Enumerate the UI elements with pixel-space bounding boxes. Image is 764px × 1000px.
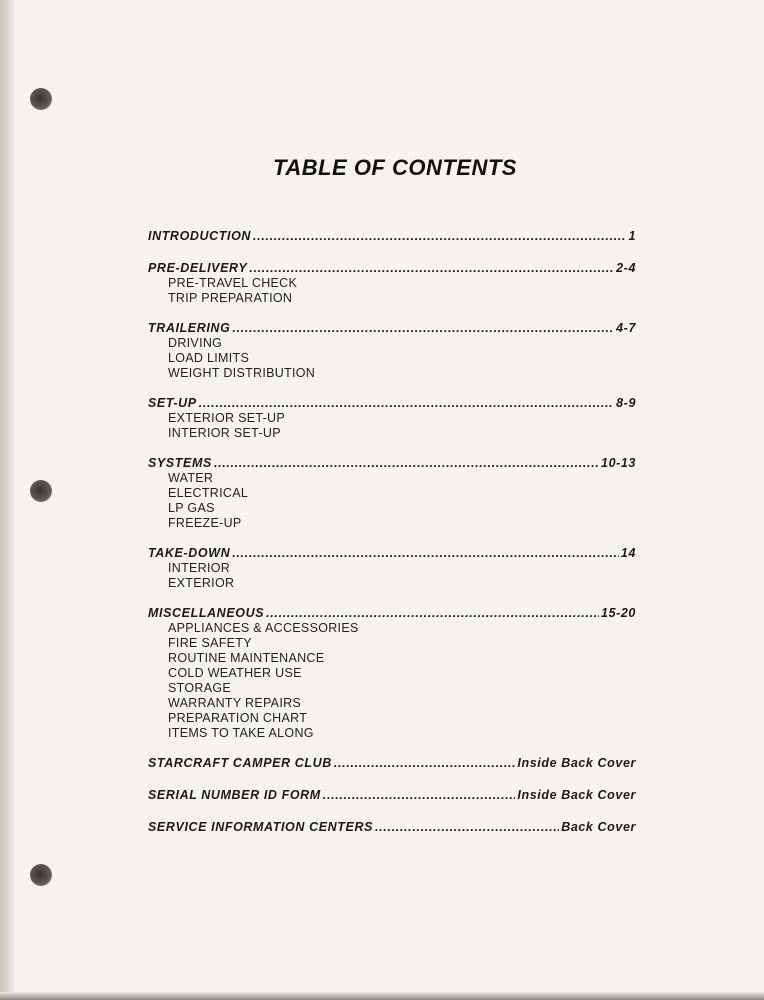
toc-sub-item: WARRANTY REPAIRS [168,696,302,710]
toc-entry [148,455,636,531]
toc-entry-line [148,260,636,276]
punch-hole [30,480,52,502]
toc-sub-item: LP GAS [168,501,215,515]
toc-entry [148,545,636,591]
dot-leader [323,787,516,803]
toc-entry-line [148,819,636,835]
toc-entry [148,228,636,244]
toc-entry [148,819,636,835]
toc-entry-label: SYSTEMS [148,456,212,470]
dot-leader [232,545,619,561]
toc-entry-label: MISCELLANEOUS [148,606,265,620]
toc-entry-line [148,320,636,336]
page-edge [0,992,764,1000]
toc-entry-line [148,545,636,561]
toc-entry-label: TRAILERING [148,321,231,335]
toc-sub-item: ITEMS TO TAKE ALONG [168,726,314,740]
toc-entry-page: Inside Back Cover [517,788,636,802]
dot-leader [214,455,599,471]
toc-sub-item: ELECTRICAL [168,486,249,500]
toc-sub-item: TRIP PREPARATION [168,291,293,305]
toc-sub-item: WATER [168,471,214,485]
toc-sub-item: EXTERIOR [168,576,235,590]
toc-entry-page: 1 [628,229,636,243]
toc-sub-list [148,411,636,441]
toc-sub-item: EXTERIOR SET-UP [168,411,286,425]
dot-leader [249,260,614,276]
dot-leader [375,819,559,835]
toc-sub-item: DRIVING [168,336,223,350]
toc-entry [148,787,636,803]
page-title: TABLE OF CONTENTS [273,155,517,180]
toc-entry-label: SERIAL NUMBER ID FORM [148,788,321,802]
toc-entry-label: SET-UP [148,396,197,410]
toc-sub-item: FREEZE-UP [168,516,242,530]
toc-sub-item: INTERIOR [168,561,231,575]
toc-entry [148,605,636,741]
toc-sub-item: WEIGHT DISTRIBUTION [168,366,316,380]
toc-entry-label: STARCRAFT CAMPER CLUB [148,756,332,770]
toc-entry-label: SERVICE INFORMATION CENTERS [148,820,374,834]
toc-sub-item: PREPARATION CHART [168,711,308,725]
toc-sub-list [148,336,636,381]
toc-sub-list [148,621,636,741]
punch-hole [30,864,52,886]
toc-sub-item: INTERIOR SET-UP [168,426,281,440]
dot-leader [199,395,614,411]
toc-entry-page: Back Cover [561,820,636,834]
toc-entry-line [148,455,636,471]
toc-entry-page: 10-13 [601,456,636,470]
toc-sub-list [148,276,636,306]
toc-entry [148,755,636,771]
toc-sub-item: FIRE SAFETY [168,636,252,650]
toc-entry [148,320,636,381]
toc-entry-page: 8-9 [616,396,636,410]
toc-entry-line [148,395,636,411]
toc-entry-line [148,755,636,771]
toc-entry-line [148,787,636,803]
toc-entry-page: 4-7 [616,321,636,335]
dot-leader [334,755,516,771]
toc-sub-item: ROUTINE MAINTENANCE [168,651,325,665]
toc-sub-list [148,471,636,531]
toc-sub-item: APPLIANCES & ACCESSORIES [168,621,359,635]
toc-entry-line [148,228,636,244]
toc-entry [148,395,636,441]
toc-entry-page: 15-20 [601,606,636,620]
toc-sub-item: STORAGE [168,681,231,695]
toc-entry-page: 14 [620,546,636,560]
toc-sub-item: LOAD LIMITS [168,351,250,365]
dot-leader [253,228,626,244]
punch-hole [30,88,52,110]
binding-edge [0,0,14,1000]
toc-entry-label: TAKE-DOWN [148,546,231,560]
toc-sub-item: COLD WEATHER USE [168,666,302,680]
toc-entry-page: 2-4 [616,261,636,275]
toc-entry-label: PRE-DELIVERY [148,261,248,275]
dot-leader [266,605,599,621]
toc-entry-label: INTRODUCTION [148,229,252,243]
toc-entry [148,260,636,306]
dot-leader [232,320,614,336]
toc-entry-line [148,605,636,621]
toc-sub-list [148,561,636,591]
toc-sub-item: PRE-TRAVEL CHECK [168,276,298,290]
toc-entry-page: Inside Back Cover [517,756,636,770]
table-of-contents [148,228,636,851]
